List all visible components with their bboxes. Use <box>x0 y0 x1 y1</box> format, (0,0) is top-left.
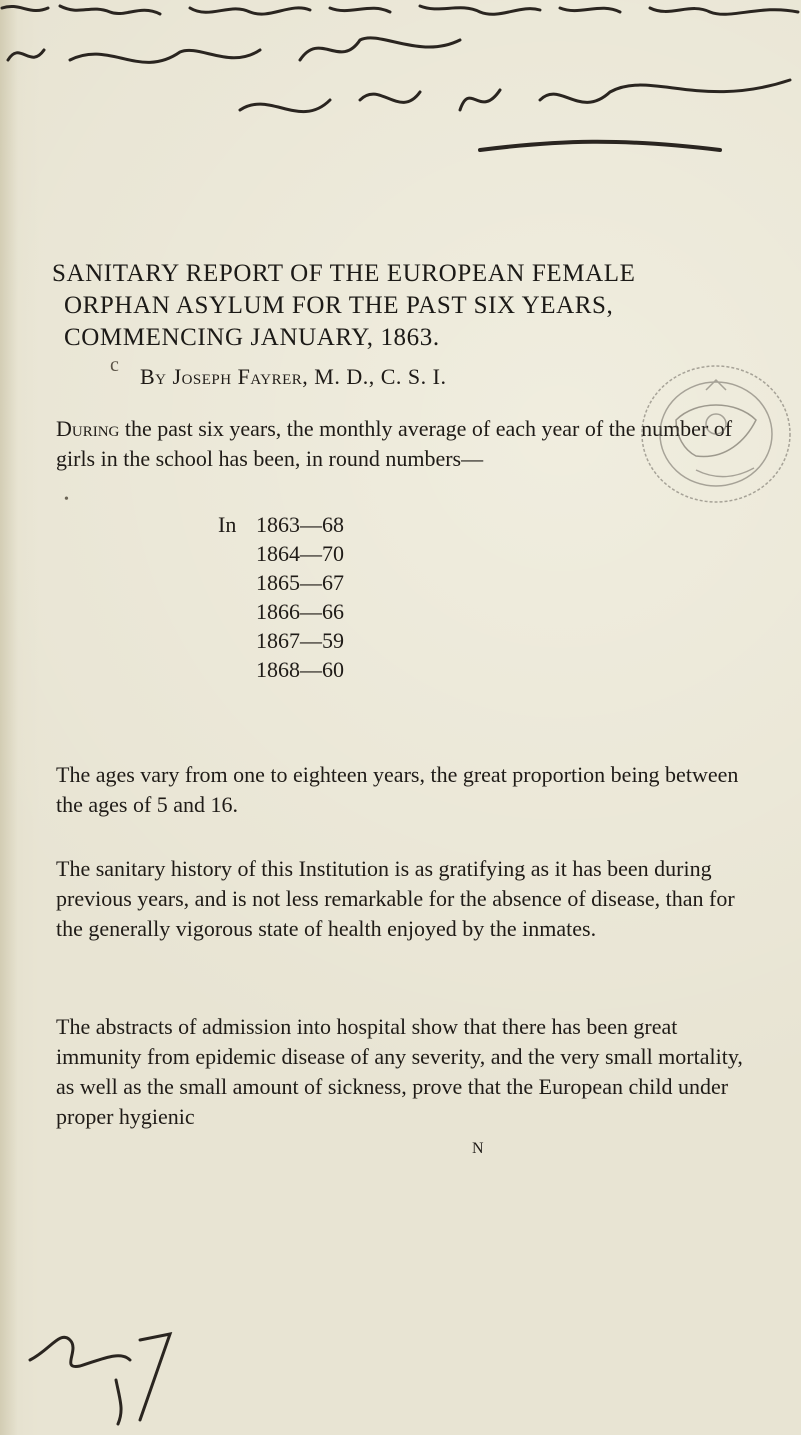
title-line-3: COMMENCING JANUARY, 1863. <box>64 324 440 351</box>
table-row <box>218 568 344 597</box>
paragraph-lead-word: During <box>56 416 120 441</box>
paragraph-ages: The ages vary from one to eighteen years, the great proportion being between the ages of 5 and 16. <box>56 762 739 817</box>
report-title <box>52 258 772 354</box>
table-row <box>218 510 344 539</box>
table-value: 1866—66 <box>256 599 344 624</box>
author-byline: By Joseph Fayrer, M. D., C. S. I. <box>140 364 447 389</box>
table-value: 1865—67 <box>256 570 344 595</box>
pencil-mark: c <box>110 354 119 376</box>
handwritten-inscription <box>0 0 801 160</box>
table-row <box>218 539 344 568</box>
margin-dot: • <box>64 492 69 507</box>
table-row <box>218 655 344 684</box>
table-value: 1863—68 <box>256 512 344 537</box>
table-value: 1864—70 <box>256 541 344 566</box>
title-line-1: SANITARY REPORT OF THE EUROPEAN FEMALE <box>52 260 636 287</box>
table-row <box>218 597 344 626</box>
table-value: 1867—59 <box>256 628 344 653</box>
table-prefix: In <box>218 512 237 537</box>
table-value: 1868—60 <box>256 657 344 682</box>
paragraph-hospital-abstracts: The abstracts of admission into hospital show that there has been great immunity from epidemic disease of any severity, and the very small mortality, as well as the small amount of sickness, prove that the European child under proper hygienic <box>56 1014 743 1129</box>
signature-mark: N <box>472 1140 485 1157</box>
title-line-2: ORPHAN ASYLUM FOR THE PAST SIX YEARS, <box>64 292 614 319</box>
library-stamp <box>636 360 796 510</box>
enrolment-table <box>218 510 344 684</box>
paragraph-text: the past six years, the monthly average of each year of the number of girls in the school has been, in round numbers— <box>56 416 733 471</box>
table-row <box>218 626 344 655</box>
handwritten-mark-bottom <box>20 1320 220 1430</box>
paragraph-sanitary-history: The sanitary history of this Institution is as gratifying as it has been during previous years, and is not less remarkable for the absence of disease, than for the generally vigorous state of health enjoyed by the inmates. <box>56 856 735 941</box>
